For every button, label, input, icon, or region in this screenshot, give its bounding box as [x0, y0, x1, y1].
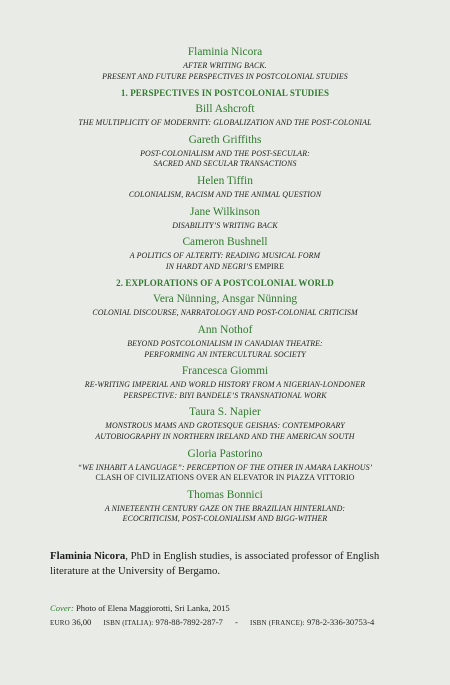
toc-title-line: DISABILITY’S WRITING BACK [172, 220, 278, 230]
toc-title-line: “WE INHABIT A LANGUAGE”: PERCEPTION OF THE OTHER IN AMARA LAKHOUS’ [77, 462, 373, 472]
toc-entry [14, 206, 436, 232]
toc-title-line: PERFORMING AN INTERCULTURAL SOCIETY [144, 349, 306, 359]
toc-author: Bill Ashcroft [195, 103, 255, 116]
toc-author: Helen Tiffin [197, 174, 253, 187]
cover-text: Photo of Elena Maggiorotti, Sri Lanka, 2015 [73, 603, 230, 613]
isbn-france-value: 978-2-336-30753-4 [306, 617, 375, 627]
toc-entry [14, 365, 436, 401]
toc-title-line: CLASH OF CIVILIZATIONS OVER AN ELEVATOR IN PIAZZA VITTORIO [95, 473, 355, 483]
toc-entry [14, 489, 436, 525]
toc-title-line: AFTER WRITING BACK. [183, 61, 267, 70]
cover-credit [50, 603, 230, 613]
price-isbn-line [50, 617, 430, 627]
toc-title-line: COLONIAL DISCOURSE, NARRATOLOGY AND POST-COLONIAL CRITICISM [92, 308, 358, 318]
toc-entry [14, 324, 436, 360]
bio-text: , PhD in English studies, is associated professor of English literature at the University of Bergamo. [50, 550, 380, 577]
isbn-italy-label: ISBN (ITALIA): [103, 619, 154, 627]
toc-title-line: A NINETEENTH CENTURY GAZE ON THE BRAZILIAN HINTERLAND: [104, 503, 346, 513]
toc-title-upright-part: EMPIRE [254, 261, 285, 271]
toc-entry [14, 236, 436, 272]
bio-name: Flaminia Nicora [50, 550, 126, 562]
toc-title-line: SACRED AND SECULAR TRANSACTIONS [153, 159, 297, 169]
toc-title-line: PRESENT AND FUTURE PERSPECTIVES IN POSTCOLONIAL STUDIES [102, 71, 348, 81]
toc-title-italic-part: IN HARDT AND NEGRI’S [165, 261, 253, 271]
isbn-italy-value: 978-88-7892-287-7 [155, 617, 223, 627]
toc-title-line: A POLITICS OF ALTERITY: READING MUSICAL FORM [129, 251, 321, 261]
toc-title-line: BEYOND POSTCOLONIALISM IN CANADIAN THEATRE: [127, 338, 323, 348]
toc-author: Francesca Giommi [181, 365, 269, 378]
toc-author: Vera Nünning, Ansgar Nünning [152, 293, 298, 306]
toc-title-line: COLONIALISM, RACISM AND THE ANIMAL QUESTION [128, 189, 322, 199]
section-heading-1: 1. PERSPECTIVES IN POSTCOLONIAL STUDIES [120, 88, 330, 99]
table-of-contents [14, 46, 436, 530]
isbn-france-label: ISBN (FRANCE): [250, 619, 305, 627]
toc-entry [14, 406, 436, 442]
isbn-separator: - [235, 617, 238, 627]
toc-title-line: RE-WRITING IMPERIAL AND WORLD HISTORY FROM A NIGERIAN-LONDONER [84, 380, 366, 390]
toc-title-line: ECOCRITICISM, POST-COLONIALISM AND BIGG-WITHER [122, 514, 328, 524]
euro-value: 36,00 [72, 617, 92, 627]
toc-author: Taura S. Napier [189, 406, 261, 419]
toc-entry [14, 134, 436, 170]
toc-title-line: THE MULTIPLICITY OF MODERNITY: GLOBALIZATION AND THE POST-COLONIAL [78, 118, 372, 128]
toc-entry [14, 448, 436, 484]
author-bio [50, 549, 420, 578]
toc-entry [14, 103, 436, 129]
toc-title-line: PERSPECTIVE: BIYI BANDELE’S TRANSNATIONAL WORK [123, 390, 327, 400]
section-heading-2: 2. EXPLORATIONS OF A POSTCOLONIAL WORLD [116, 278, 334, 289]
toc-author: Gloria Pastorino [187, 447, 263, 460]
toc-entry [14, 175, 436, 201]
toc-title-line: POST-COLONIALISM AND THE POST-SECULAR: [140, 148, 310, 158]
euro-label: EURO [50, 619, 70, 627]
toc-author: Jane Wilkinson [190, 205, 260, 218]
toc-author: Ann Nothof [197, 323, 253, 336]
toc-author: Flaminia Nicora [187, 46, 263, 58]
toc-entry [14, 293, 436, 319]
toc-intro-entry [14, 46, 436, 82]
toc-author: Gareth Griffiths [188, 133, 262, 146]
toc-title-line: AUTOBIOGRAPHY IN NORTHERN IRELAND AND THE AMERICAN SOUTH [95, 431, 355, 441]
toc-author: Thomas Bonnici [187, 488, 263, 501]
cover-label: Cover: [50, 603, 74, 613]
toc-title-line [14, 262, 436, 273]
toc-title-line: MONSTROUS MAMS AND GROTESQUE GEISHAS: CONTEMPORARY [105, 421, 345, 431]
toc-author: Cameron Bushnell [182, 236, 268, 249]
